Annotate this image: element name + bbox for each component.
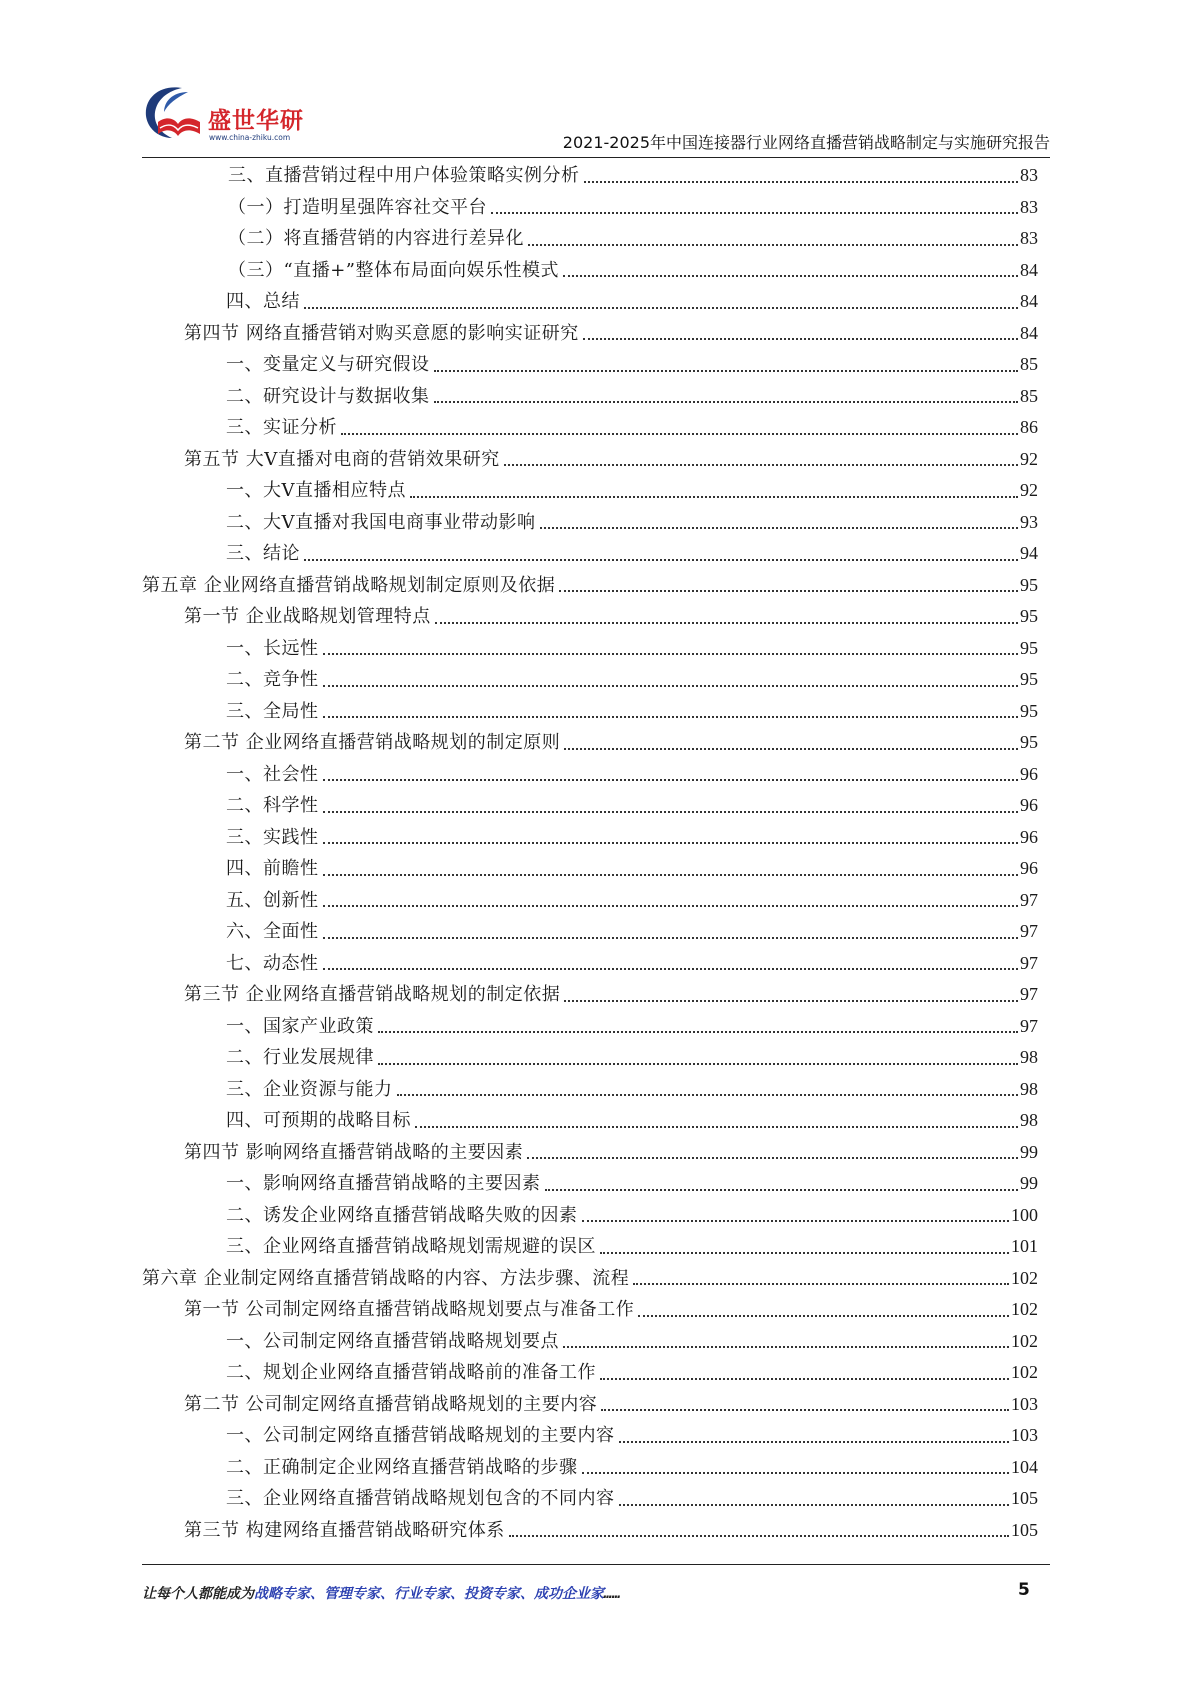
toc-entry-title: 七、动态性 xyxy=(226,952,319,974)
toc-entry-title: 第一节 公司制定网络直播营销战略规划要点与准备工作 xyxy=(184,1299,635,1320)
toc-dot-leader xyxy=(323,968,1019,970)
toc-entry-title: 四、总结 xyxy=(226,291,300,312)
toc-entry-page: 92 xyxy=(1020,448,1038,469)
toc-entry[interactable] xyxy=(142,507,1038,539)
slogan-suffix: …… xyxy=(604,1586,621,1602)
toc-entry[interactable] xyxy=(142,255,1038,287)
toc-entry-title: 二、竞争性 xyxy=(226,669,319,690)
toc-entry[interactable] xyxy=(142,286,1038,318)
slogan-prefix: 让每个人都能成为 xyxy=(142,1586,254,1602)
toc-entry[interactable] xyxy=(142,916,1038,948)
toc-entry[interactable] xyxy=(142,1137,1038,1169)
toc-entry-title: 第三节 构建网络直播营销战略研究体系 xyxy=(184,1519,505,1541)
toc-dot-leader xyxy=(491,212,1018,214)
header-divider xyxy=(142,157,1050,158)
toc-dot-leader xyxy=(415,1126,1018,1128)
logo-name: 盛世华研 xyxy=(208,108,304,134)
toc-entry-title: 二、正确制定企业网络直播营销战略的步骤 xyxy=(226,1456,578,1478)
toc-entry[interactable] xyxy=(142,696,1038,728)
toc-entry-page: 97 xyxy=(1020,889,1038,910)
toc-dot-leader xyxy=(435,622,1018,624)
toc-entry[interactable] xyxy=(142,633,1038,665)
toc-entry-title: 第五章 企业网络直播营销战略规划制定原则及依据 xyxy=(142,574,556,596)
toc-entry[interactable] xyxy=(142,601,1038,633)
toc-entry-page: 95 xyxy=(1020,700,1038,721)
toc-entry[interactable] xyxy=(142,822,1038,854)
toc-entry-title: 三、企业网络直播营销战略规划包含的不同内容 xyxy=(226,1488,615,1509)
toc-dot-leader xyxy=(584,181,1019,183)
toc-entry-title: 一、大V直播相应特点 xyxy=(226,480,406,501)
toc-dot-leader xyxy=(563,1346,1009,1348)
toc-entry-title: 第二节 企业网络直播营销战略规划的制定原则 xyxy=(184,732,561,753)
toc-entry-title: 三、结论 xyxy=(226,543,300,564)
toc-entry-title: 一、公司制定网络直播营销战略规划的主要内容 xyxy=(226,1425,615,1446)
toc-dot-leader xyxy=(378,1063,1018,1065)
toc-entry-page: 95 xyxy=(1020,669,1038,689)
toc-entry[interactable] xyxy=(142,1042,1038,1074)
toc-entry[interactable] xyxy=(142,412,1038,444)
toc-entry[interactable] xyxy=(142,1515,1038,1547)
toc-dot-leader xyxy=(323,811,1019,813)
toc-dot-leader xyxy=(600,1252,1009,1254)
toc-entry-page: 98 xyxy=(1020,1047,1038,1067)
toc-entry-page: 102 xyxy=(1011,1299,1038,1319)
toc-entry-page: 103 xyxy=(1011,1393,1038,1414)
toc-entry-page: 85 xyxy=(1020,385,1038,406)
toc-entry-title: 一、公司制定网络直播营销战略规划要点 xyxy=(226,1330,559,1352)
toc-entry[interactable] xyxy=(142,1483,1038,1515)
toc-entry-page: 96 xyxy=(1020,763,1038,784)
toc-dot-leader xyxy=(323,779,1019,781)
toc-entry-title: 三、实践性 xyxy=(226,826,319,848)
toc-entry[interactable] xyxy=(142,1200,1038,1232)
toc-entry-page: 95 xyxy=(1020,732,1038,752)
toc-entry[interactable] xyxy=(142,349,1038,381)
toc-entry[interactable] xyxy=(142,885,1038,917)
toc-entry-title: （二）将直播营销的内容进行差异化 xyxy=(228,228,524,249)
toc-entry-page: 96 xyxy=(1020,826,1038,847)
toc-entry-page: 100 xyxy=(1011,1204,1038,1225)
toc-entry-page: 102 xyxy=(1011,1267,1038,1288)
toc-entry-title: 四、前瞻性 xyxy=(226,858,319,879)
toc-entry-page: 85 xyxy=(1020,354,1038,374)
toc-entry-title: 第六章 企业制定网络直播营销战略的内容、方法步骤、流程 xyxy=(142,1267,630,1289)
toc-entry[interactable] xyxy=(142,1168,1038,1200)
toc-entry[interactable] xyxy=(142,1231,1038,1263)
toc-entry[interactable] xyxy=(142,790,1038,822)
toc-dot-leader xyxy=(582,1472,1010,1474)
toc-dot-leader xyxy=(323,653,1019,655)
toc-dot-leader xyxy=(619,1441,1010,1443)
book-swoosh-logo-icon xyxy=(142,82,212,150)
toc-entry-title: 第四节 网络直播营销对购买意愿的影响实证研究 xyxy=(184,322,579,344)
toc-dot-leader xyxy=(304,307,1018,309)
toc-dot-leader xyxy=(323,905,1019,907)
company-logo xyxy=(142,82,317,150)
toc-entry-page: 105 xyxy=(1011,1519,1038,1540)
toc-entry-title: 二、规划企业网络直播营销战略前的准备工作 xyxy=(226,1362,596,1383)
toc-entry[interactable] xyxy=(142,381,1038,413)
toc-dot-leader xyxy=(564,1000,1018,1002)
toc-entry-page: 97 xyxy=(1020,1015,1038,1036)
toc-entry-page: 104 xyxy=(1011,1456,1038,1477)
toc-dot-leader xyxy=(527,1157,1018,1159)
toc-entry[interactable] xyxy=(142,1011,1038,1043)
toc-entry-page: 84 xyxy=(1020,259,1038,280)
toc-entry-page: 97 xyxy=(1020,984,1038,1004)
toc-entry[interactable] xyxy=(142,727,1038,759)
toc-entry[interactable] xyxy=(142,1326,1038,1358)
toc-entry[interactable] xyxy=(142,1294,1038,1326)
toc-dot-leader xyxy=(509,1535,1009,1537)
toc-entry-page: 92 xyxy=(1020,480,1038,500)
footer-divider xyxy=(142,1564,1050,1565)
toc-entry-page: 103 xyxy=(1011,1425,1038,1445)
toc-entry[interactable] xyxy=(142,160,1038,192)
toc-entry[interactable] xyxy=(142,475,1038,507)
toc-entry[interactable] xyxy=(142,759,1038,791)
toc-entry-title: 第一节 企业战略规划管理特点 xyxy=(184,606,431,627)
toc-entry-page: 93 xyxy=(1020,511,1038,532)
toc-dot-leader xyxy=(434,370,1019,372)
toc-entry[interactable] xyxy=(142,223,1038,255)
toc-entry-page: 83 xyxy=(1020,196,1038,217)
page-header xyxy=(142,82,1050,158)
toc-entry-title: 第三节 企业网络直播营销战略规划的制定依据 xyxy=(184,984,561,1005)
toc-entry[interactable] xyxy=(142,538,1038,570)
toc-entry-title: 二、研究设计与数据收集 xyxy=(226,385,430,407)
toc-entry-title: 二、大V直播对我国电商事业带动影响 xyxy=(226,511,536,533)
table-of-contents xyxy=(142,160,1038,1546)
toc-entry-title: 三、直播营销过程中用户体验策略实例分析 xyxy=(228,165,580,186)
toc-entry-page: 84 xyxy=(1020,322,1038,343)
toc-dot-leader xyxy=(559,590,1018,592)
toc-entry-page: 98 xyxy=(1020,1078,1038,1099)
toc-dot-leader xyxy=(323,937,1019,939)
toc-entry[interactable] xyxy=(142,1105,1038,1137)
toc-entry-page: 99 xyxy=(1020,1141,1038,1162)
toc-entry-page: 95 xyxy=(1020,606,1038,626)
toc-dot-leader xyxy=(528,244,1018,246)
toc-entry[interactable] xyxy=(142,979,1038,1011)
toc-dot-leader xyxy=(434,401,1019,403)
toc-entry[interactable] xyxy=(142,1263,1038,1295)
toc-entry-title: 二、诱发企业网络直播营销战略失败的因素 xyxy=(226,1204,578,1226)
toc-entry-title: 三、企业资源与能力 xyxy=(226,1078,393,1100)
toc-entry-page: 105 xyxy=(1011,1488,1038,1508)
toc-dot-leader xyxy=(563,275,1018,277)
toc-dot-leader xyxy=(583,338,1018,340)
toc-entry-title: 三、全局性 xyxy=(226,700,319,722)
toc-entry-title: （一）打造明星强阵容社交平台 xyxy=(228,196,487,218)
toc-dot-leader xyxy=(582,1220,1010,1222)
toc-entry-title: 三、企业网络直播营销战略规划需规避的误区 xyxy=(226,1236,596,1257)
toc-entry-page: 101 xyxy=(1011,1236,1038,1256)
toc-dot-leader xyxy=(323,874,1019,876)
toc-entry[interactable] xyxy=(142,1074,1038,1106)
toc-entry-title: 二、行业发展规律 xyxy=(226,1047,374,1068)
logo-url: www.china-zhiku.com xyxy=(209,133,291,142)
toc-entry-page: 95 xyxy=(1020,574,1038,595)
page-number: 5 xyxy=(1018,1580,1030,1600)
toc-entry-page: 83 xyxy=(1020,165,1038,185)
footer-slogan xyxy=(142,1583,621,1603)
toc-dot-leader xyxy=(638,1315,1009,1317)
toc-entry-page: 83 xyxy=(1020,228,1038,248)
slogan-highlight: 战略专家、管理专家、行业专家、投资专家、成功企业家 xyxy=(254,1586,604,1602)
toc-entry[interactable] xyxy=(142,1357,1038,1389)
toc-entry-page: 95 xyxy=(1020,637,1038,658)
toc-entry-title: 二、科学性 xyxy=(226,795,319,816)
toc-entry-page: 97 xyxy=(1020,952,1038,973)
report-title: 2021-2025年中国连接器行业网络直播营销战略制定与实施研究报告 xyxy=(562,133,1050,152)
toc-entry[interactable] xyxy=(142,1452,1038,1484)
toc-entry-page: 97 xyxy=(1020,921,1038,941)
toc-dot-leader xyxy=(540,527,1019,529)
toc-entry-page: 86 xyxy=(1020,417,1038,437)
toc-entry-page: 96 xyxy=(1020,795,1038,815)
toc-entry[interactable] xyxy=(142,664,1038,696)
toc-dot-leader xyxy=(504,464,1018,466)
toc-entry-page: 84 xyxy=(1020,291,1038,311)
toc-entry[interactable] xyxy=(142,570,1038,602)
toc-entry[interactable] xyxy=(142,444,1038,476)
toc-entry-title: （三）“直播+”整体布局面向娱乐性模式 xyxy=(228,259,559,281)
toc-entry[interactable] xyxy=(142,853,1038,885)
toc-entry-page: 102 xyxy=(1011,1330,1038,1351)
toc-dot-leader xyxy=(410,496,1018,498)
toc-entry-title: 一、变量定义与研究假设 xyxy=(226,354,430,375)
toc-entry-title: 第四节 影响网络直播营销战略的主要因素 xyxy=(184,1141,524,1163)
toc-dot-leader xyxy=(397,1094,1019,1096)
toc-entry-title: 一、国家产业政策 xyxy=(226,1015,374,1037)
toc-dot-leader xyxy=(341,433,1018,435)
toc-entry[interactable] xyxy=(142,192,1038,224)
toc-entry[interactable] xyxy=(142,1389,1038,1421)
toc-dot-leader xyxy=(600,1378,1009,1380)
toc-dot-leader xyxy=(323,716,1019,718)
toc-entry-title: 第五节 大V直播对电商的营销效果研究 xyxy=(184,448,500,470)
toc-entry-title: 一、影响网络直播营销战略的主要因素 xyxy=(226,1173,541,1194)
toc-entry-page: 102 xyxy=(1011,1362,1038,1382)
toc-entry-page: 98 xyxy=(1020,1110,1038,1130)
toc-dot-leader xyxy=(323,685,1019,687)
toc-dot-leader xyxy=(564,748,1018,750)
toc-dot-leader xyxy=(545,1189,1019,1191)
toc-entry-page: 96 xyxy=(1020,858,1038,878)
toc-dot-leader xyxy=(378,1031,1018,1033)
toc-entry[interactable] xyxy=(142,1420,1038,1452)
toc-entry-title: 五、创新性 xyxy=(226,889,319,911)
toc-entry-title: 一、长远性 xyxy=(226,637,319,659)
toc-entry-title: 三、实证分析 xyxy=(226,417,337,438)
toc-entry-title: 四、可预期的战略目标 xyxy=(226,1110,411,1131)
toc-dot-leader xyxy=(601,1409,1009,1411)
toc-dot-leader xyxy=(633,1283,1009,1285)
toc-entry-title: 第二节 公司制定网络直播营销战略规划的主要内容 xyxy=(184,1393,598,1415)
toc-entry-page: 99 xyxy=(1020,1173,1038,1193)
toc-entry-page: 94 xyxy=(1020,543,1038,563)
toc-entry-title: 一、社会性 xyxy=(226,763,319,785)
toc-entry-title: 六、全面性 xyxy=(226,921,319,942)
toc-entry[interactable] xyxy=(142,318,1038,350)
toc-dot-leader xyxy=(619,1504,1010,1506)
toc-dot-leader xyxy=(323,842,1019,844)
toc-dot-leader xyxy=(304,559,1018,561)
toc-entry[interactable] xyxy=(142,948,1038,980)
